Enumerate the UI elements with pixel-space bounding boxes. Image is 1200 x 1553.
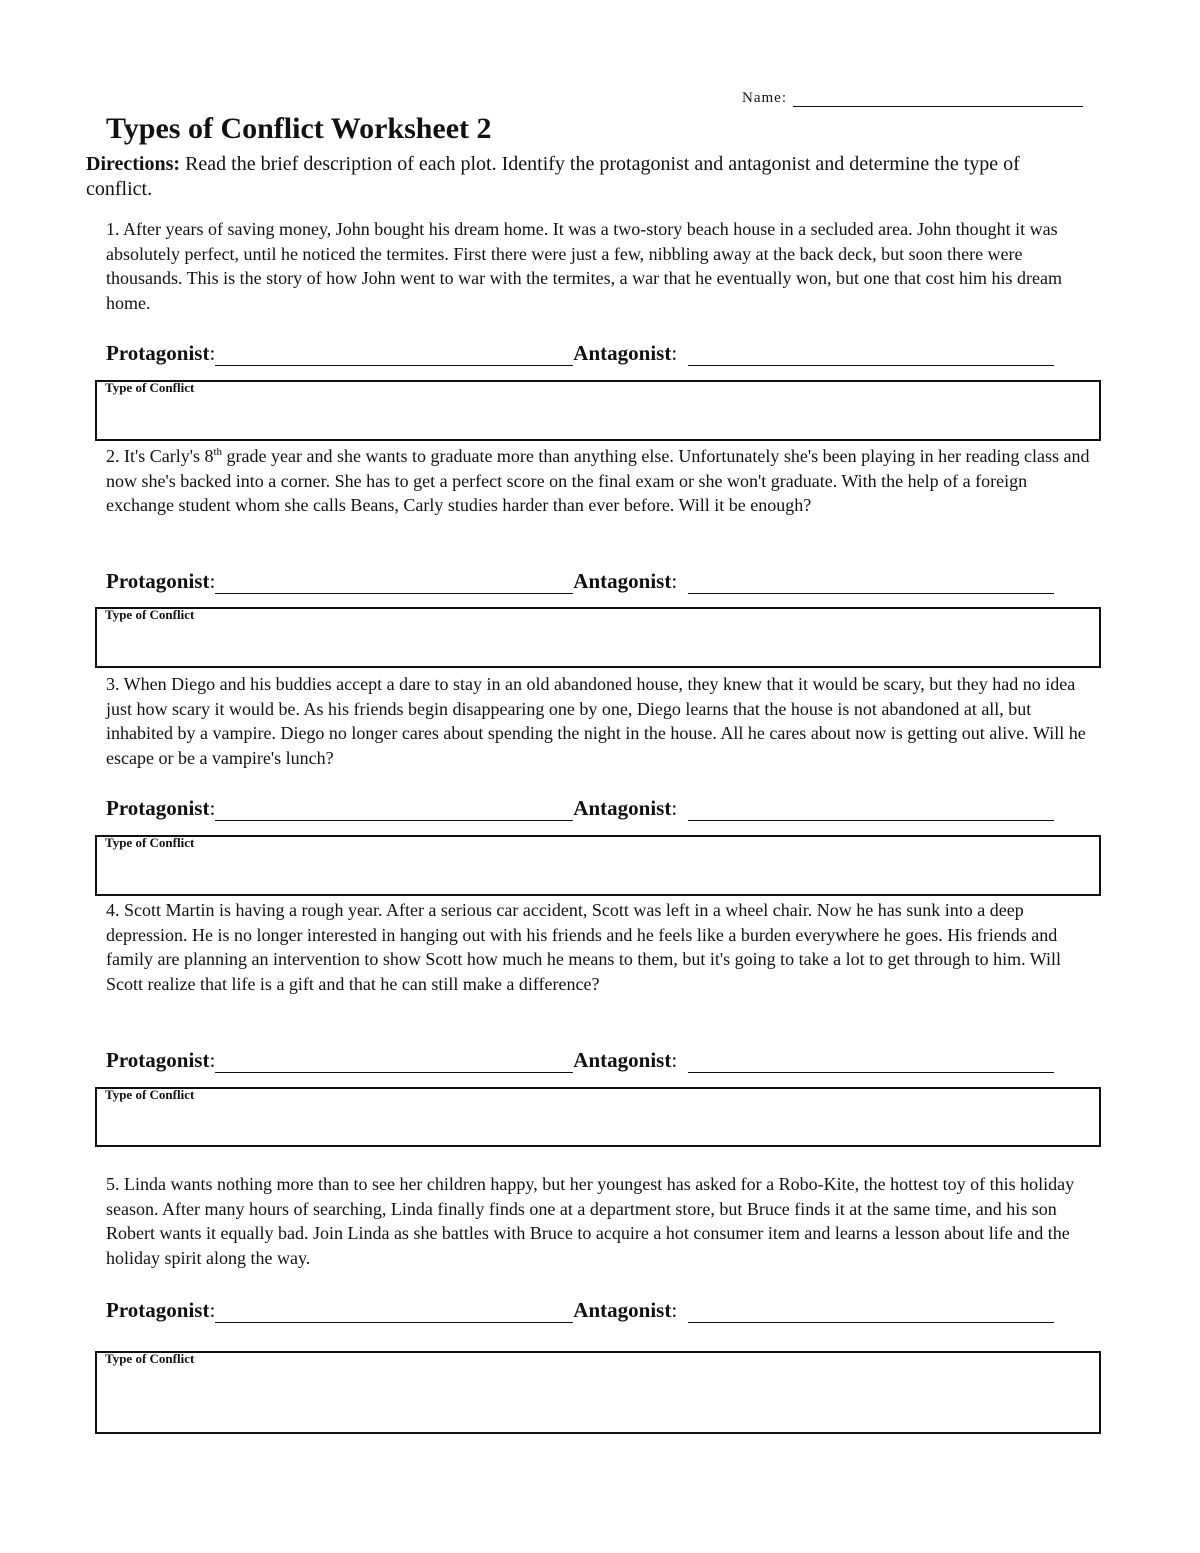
antagonist-line[interactable] [688,1054,1054,1073]
name-label: Name: [742,90,787,106]
protagonist-label: Protagonist [106,1048,210,1072]
type-of-conflict-label: Type of Conflict [105,1087,195,1102]
protagonist-label: Protagonist [106,569,210,593]
protagonist-label: Protagonist [106,1298,210,1322]
antagonist-label: Antagonist [573,1298,672,1322]
type-of-conflict-label: Type of Conflict [105,1351,195,1366]
protagonist-label: Protagonist [106,341,210,365]
type-of-conflict-box[interactable] [95,1351,1101,1434]
type-of-conflict-label: Type of Conflict [105,380,195,395]
question-4-answer-row: Protagonist: Antagonist: [106,1048,1054,1073]
antagonist-line[interactable] [688,802,1054,821]
question-4-text: 4. Scott Martin is having a rough year. After a serious car accident, Scott was left in a wheel chair. Now he has sunk into a deep depression. He is no longer interested in hanging out with his friends and he feels like a burden everywhere he goes. His friends and family are planning an intervention to show Scott how much he means to them, but it's going to take a lot to get through to him. Will Scott realize that life is a gift and that he can still make a difference? [106,900,1062,994]
question-1-text: 1. After years of saving money, John bought his dream home. It was a two-story beach house in a secluded area. John thought it was absolutely perfect, until he noticed the termites. First there were just a few, nibbling away at the back deck, but soon there were thousands. This is the story of how John went to war with the termites, a war that he eventually won, but one that cost him his dream home. [106,219,1062,313]
question-3-answer-row: Protagonist: Antagonist: [106,796,1054,821]
antagonist-label: Antagonist [573,796,672,820]
question-2-answer-row: Protagonist: Antagonist: [106,569,1054,594]
directions [86,152,1046,202]
name-line[interactable] [793,92,1083,107]
question-2-text [106,444,1096,518]
worksheet-title: Types of Conflict Worksheet 2 [106,112,492,145]
protagonist-line[interactable] [215,347,573,366]
antagonist-line[interactable] [688,1304,1054,1323]
protagonist-line[interactable] [215,1054,573,1073]
protagonist-line[interactable] [215,1304,573,1323]
antagonist-label: Antagonist [573,341,672,365]
directions-text: Read the brief description of each plot. Identify the protagonist and antagonist and determine the type of conflict. [86,153,1020,200]
protagonist-line[interactable] [215,575,573,594]
antagonist-label: Antagonist [573,569,672,593]
question-1-answer-row: Protagonist: Antagonist: [106,341,1054,366]
type-of-conflict-label: Type of Conflict [105,607,195,622]
question-2-text-end: grade year and she wants to graduate more than anything else. Unfortunately she's been playing in her reading class and now she's backed into a corner. She has to get a perfect score on the final exam or she won't graduate. With the help of a foreign exchange student whom she calls Beans, Carly studies harder than ever before. Will it be enough? [106,446,1090,515]
question-2-text-start: 2. It's Carly's 8 [106,446,214,466]
ordinal-suffix: th [213,446,223,458]
question-3-text: 3. When Diego and his buddies accept a dare to stay in an old abandoned house, they knew that it would be scary, but they had no idea just how scary it would be. As his friends begin disappearing one by one, Diego learns that the house is not abandoned at all, but inhabited by a vampire. Diego no longer cares about spending the night in the house. All he cares about now is getting out alive. Will he escape or be a vampire's lunch? [106,674,1086,768]
directions-label: Directions: [86,153,181,175]
type-of-conflict-box[interactable] [95,607,1101,668]
type-of-conflict-box[interactable] [95,380,1101,441]
antagonist-line[interactable] [688,575,1054,594]
antagonist-label: Antagonist [573,1048,672,1072]
type-of-conflict-box[interactable] [95,835,1101,896]
name-field [742,90,1083,107]
type-of-conflict-box[interactable] [95,1087,1101,1147]
antagonist-line[interactable] [688,347,1054,366]
protagonist-label: Protagonist [106,796,210,820]
type-of-conflict-label: Type of Conflict [105,835,195,850]
question-5-text: 5. Linda wants nothing more than to see her children happy, but her youngest has asked for a Robo-Kite, the hottest toy of this holiday season. After many hours of searching, Linda finally finds one at a department store, but Bruce finds it at the same time, and his son Robert wants it equally bad. Join Linda as she battles with Bruce to acquire a hot consumer item and learns a lesson about life and the holiday spirit along the way. [106,1174,1075,1268]
question-5-answer-row: Protagonist: Antagonist: [106,1298,1054,1323]
protagonist-line[interactable] [215,802,573,821]
